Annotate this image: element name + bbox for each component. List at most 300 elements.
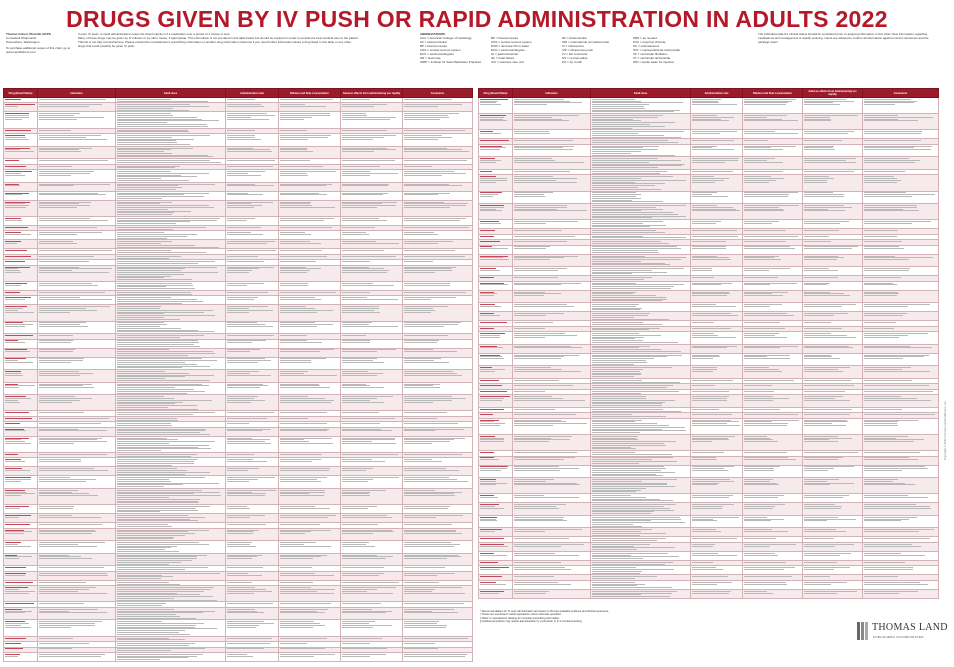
table-cell xyxy=(863,580,939,589)
table-cell xyxy=(226,146,279,159)
table-cell xyxy=(803,144,863,157)
table-row xyxy=(479,566,939,575)
table-cell xyxy=(803,332,863,345)
drug-name-cell xyxy=(4,103,38,112)
table-cell xyxy=(116,348,226,357)
table-cell xyxy=(863,456,939,465)
table-cell xyxy=(803,566,863,575)
table-cell xyxy=(279,265,341,281)
table-row xyxy=(4,489,473,505)
column-header: Comments xyxy=(863,89,939,98)
table-cell xyxy=(863,542,939,551)
column-header: Adult dose xyxy=(116,89,226,98)
table-cell xyxy=(743,528,803,537)
table-cell xyxy=(341,395,403,411)
table-cell xyxy=(226,395,279,411)
table-cell xyxy=(743,312,803,321)
table-cell xyxy=(226,231,279,240)
table-cell xyxy=(226,427,279,436)
drug-name-cell xyxy=(479,465,513,478)
table-cell xyxy=(803,245,863,254)
disclaimer-text: The individual patient's clinical status should be considered prior to applying information in this chart. New information regarding medications and management is rapidly evolving. Users are advised to confirm all information against current references and the package insert. xyxy=(758,32,929,44)
table-cell xyxy=(513,344,591,353)
table-cell xyxy=(863,478,939,494)
table-cell xyxy=(341,191,403,200)
table-cell xyxy=(116,571,226,580)
table-row xyxy=(479,494,939,503)
table-cell xyxy=(279,489,341,505)
table-cell xyxy=(403,357,473,370)
table-cell xyxy=(341,370,403,383)
abbreviation-column xyxy=(491,36,556,64)
table-cell xyxy=(403,348,473,357)
table-cell xyxy=(743,204,803,220)
drug-table-right xyxy=(478,88,939,599)
abbreviation-item: VT = ventricular tachycardia xyxy=(633,56,671,60)
drug-name-cell xyxy=(4,305,38,321)
publisher-name: THOMAS LAND xyxy=(872,622,948,633)
table-row xyxy=(479,434,939,450)
table-cell xyxy=(38,586,116,602)
table-cell xyxy=(803,418,863,434)
table-cell xyxy=(279,436,341,452)
table-row xyxy=(479,528,939,537)
table-cell xyxy=(591,589,691,598)
table-cell xyxy=(591,353,691,366)
table-cell xyxy=(403,571,473,580)
abbreviation-item: PO = by mouth xyxy=(562,60,583,64)
table-cell xyxy=(863,551,939,560)
table-cell xyxy=(863,353,939,366)
table-cell xyxy=(38,281,116,290)
drug-name-cell xyxy=(4,458,38,467)
table-cell xyxy=(226,339,279,348)
table-cell xyxy=(513,312,591,321)
table-cell xyxy=(403,200,473,216)
table-cell xyxy=(279,305,341,321)
table-cell xyxy=(863,245,939,254)
table-row xyxy=(4,436,473,452)
abbreviations-heading: ABBREVIATIONS: xyxy=(420,32,446,36)
table-cell xyxy=(743,344,803,353)
table-cell xyxy=(803,191,863,204)
drug-name-cell xyxy=(4,146,38,159)
table-row xyxy=(4,553,473,566)
table-cell xyxy=(743,130,803,139)
note-item: In part, IV push, or rapid administration means the direct injection of a medication over a period of 1 minute or less. xyxy=(78,32,231,36)
table-cell xyxy=(691,303,743,312)
drug-name-cell xyxy=(479,130,513,139)
table-cell xyxy=(38,505,116,514)
table-cell xyxy=(513,175,591,191)
table-row xyxy=(4,541,473,554)
table-cell xyxy=(279,216,341,225)
table-cell xyxy=(691,281,743,290)
drug-name-cell xyxy=(4,357,38,370)
table-cell xyxy=(863,267,939,276)
table-cell xyxy=(803,254,863,267)
column-header: Drug (Brand Name) xyxy=(4,89,38,98)
table-cell xyxy=(591,503,691,516)
abbreviation-item: IVP = intravenous push xyxy=(562,48,594,52)
table-cell xyxy=(38,182,116,191)
table-cell xyxy=(743,589,803,598)
table-cell xyxy=(116,395,226,411)
table-cell xyxy=(38,370,116,383)
drug-name-cell xyxy=(4,586,38,602)
table-row xyxy=(4,182,473,191)
table-cell xyxy=(863,515,939,528)
abbreviation-column xyxy=(562,36,627,64)
column-header: Adverse effects from administering too rapidly xyxy=(803,89,863,98)
table-cell xyxy=(341,458,403,467)
table-cell xyxy=(513,456,591,465)
purchase-line: To purchase additional copies of this chart, go to xyxy=(6,46,71,50)
table-row xyxy=(479,515,939,528)
drug-name-cell xyxy=(4,436,38,452)
table-cell xyxy=(863,503,939,516)
table-cell xyxy=(513,144,591,157)
table-cell xyxy=(403,586,473,602)
purchase-link[interactable]: www.rxpublishers.com xyxy=(6,50,36,54)
abbreviation-item: ICU = intensive care unit xyxy=(491,60,524,64)
abbreviation-item: GI = gastrointestinal xyxy=(491,52,518,56)
table-cell xyxy=(403,170,473,183)
abbreviation-item: ECG = electrocardiogram xyxy=(420,52,454,56)
drug-name-cell xyxy=(4,170,38,183)
table-cell xyxy=(803,303,863,312)
table-cell xyxy=(863,157,939,170)
table-cell xyxy=(226,514,279,523)
table-cell xyxy=(863,114,939,130)
table-cell xyxy=(116,541,226,554)
column-header: Administration rate xyxy=(691,89,743,98)
table-row xyxy=(479,395,939,408)
table-cell xyxy=(116,586,226,602)
table-cell xyxy=(226,348,279,357)
table-cell xyxy=(38,357,116,370)
table-cell xyxy=(341,146,403,159)
table-cell xyxy=(341,339,403,348)
table-row xyxy=(4,370,473,383)
table-cell xyxy=(691,130,743,139)
table-cell xyxy=(691,157,743,170)
table-cell xyxy=(38,339,116,348)
table-cell xyxy=(591,528,691,537)
table-cell xyxy=(803,478,863,494)
table-cell xyxy=(116,357,226,370)
table-cell xyxy=(591,494,691,503)
drug-name-cell xyxy=(479,395,513,408)
table-cell xyxy=(403,427,473,436)
table-cell xyxy=(226,370,279,383)
table-cell xyxy=(403,281,473,290)
table-cell xyxy=(863,130,939,139)
table-row xyxy=(4,216,473,225)
table-cell xyxy=(803,175,863,191)
table-cell xyxy=(403,553,473,566)
drug-name-cell xyxy=(479,332,513,345)
table-cell xyxy=(803,130,863,139)
table-cell xyxy=(803,157,863,170)
table-cell xyxy=(341,528,403,541)
drug-name-cell xyxy=(4,620,38,636)
table-cell xyxy=(116,240,226,249)
table-cell xyxy=(513,478,591,494)
table-row xyxy=(4,652,473,661)
table-cell xyxy=(279,112,341,128)
table-cell xyxy=(591,542,691,551)
table-cell xyxy=(591,465,691,478)
table-cell xyxy=(226,436,279,452)
drug-name-cell xyxy=(4,112,38,128)
table-cell xyxy=(116,607,226,620)
table-cell xyxy=(863,303,939,312)
table-cell xyxy=(116,476,226,489)
table-cell xyxy=(116,305,226,321)
table-cell xyxy=(38,170,116,183)
drug-name-cell xyxy=(479,344,513,353)
drug-name-cell xyxy=(4,321,38,334)
table-row xyxy=(479,254,939,267)
table-cell xyxy=(279,134,341,147)
table-cell xyxy=(226,112,279,128)
table-cell xyxy=(279,296,341,305)
table-cell xyxy=(863,395,939,408)
drug-name-cell xyxy=(4,467,38,476)
table-cell xyxy=(226,489,279,505)
table-cell xyxy=(591,157,691,170)
table-cell xyxy=(341,170,403,183)
table-cell xyxy=(38,134,116,147)
table-row xyxy=(4,382,473,395)
table-cell xyxy=(403,103,473,112)
table-cell xyxy=(116,216,226,225)
table-row xyxy=(479,220,939,229)
table-cell xyxy=(691,98,743,114)
drug-name-cell xyxy=(479,191,513,204)
table-cell xyxy=(513,366,591,379)
table-row xyxy=(4,170,473,183)
table-cell xyxy=(591,515,691,528)
table-cell xyxy=(226,357,279,370)
column-header: Dilution and final concentration xyxy=(743,89,803,98)
table-cell xyxy=(743,144,803,157)
table-cell xyxy=(226,458,279,467)
table-cell xyxy=(341,586,403,602)
table-cell xyxy=(591,191,691,204)
drug-name-cell xyxy=(4,370,38,383)
drug-name-cell xyxy=(479,589,513,598)
column-header: Comments xyxy=(403,89,473,98)
table-cell xyxy=(116,296,226,305)
drug-name-cell xyxy=(479,542,513,551)
table-cell xyxy=(116,458,226,467)
drug-name-cell xyxy=(479,456,513,465)
table-cell xyxy=(38,265,116,281)
table-row xyxy=(4,607,473,620)
table-cell xyxy=(513,542,591,551)
table-cell xyxy=(863,465,939,478)
table-cell xyxy=(591,144,691,157)
table-cell xyxy=(743,465,803,478)
table-row xyxy=(479,589,939,598)
table-cell xyxy=(116,112,226,128)
table-cell xyxy=(403,382,473,395)
table-cell xyxy=(691,191,743,204)
table-cell xyxy=(116,489,226,505)
table-cell xyxy=(403,620,473,636)
table-cell xyxy=(863,494,939,503)
table-cell xyxy=(341,305,403,321)
drug-name-cell xyxy=(479,478,513,494)
table-cell xyxy=(279,339,341,348)
table-cell xyxy=(38,395,116,411)
table-cell xyxy=(38,467,116,476)
table-cell xyxy=(513,114,591,130)
table-cell xyxy=(803,290,863,303)
abbreviation-item: ACC = American College of Cardiology xyxy=(420,36,472,40)
table-cell xyxy=(279,571,341,580)
table-row xyxy=(479,312,939,321)
author-block xyxy=(6,32,71,54)
table-cell xyxy=(403,436,473,452)
table-cell xyxy=(403,191,473,200)
table-row xyxy=(479,290,939,303)
table-cell xyxy=(743,191,803,204)
table-row xyxy=(4,476,473,489)
table-cell xyxy=(691,580,743,589)
table-row xyxy=(479,144,939,157)
table-cell xyxy=(513,418,591,434)
table-row xyxy=(479,114,939,130)
table-cell xyxy=(863,332,939,345)
table-cell xyxy=(403,652,473,661)
table-cell xyxy=(226,652,279,661)
abbreviation-item: BP = blood pressure xyxy=(420,44,448,48)
table-cell xyxy=(226,191,279,200)
table-cell xyxy=(803,281,863,290)
table-cell xyxy=(691,589,743,598)
table-cell xyxy=(279,652,341,661)
table-cell xyxy=(743,503,803,516)
table-cell xyxy=(116,339,226,348)
table-cell xyxy=(279,607,341,620)
table-cell xyxy=(691,312,743,321)
table-cell xyxy=(691,344,743,353)
table-cell xyxy=(226,170,279,183)
table-cell xyxy=(116,620,226,636)
abbreviation-item: D5W = dextrose 5% in water xyxy=(491,44,530,48)
abbreviation-item: ECG = electrocardiogram xyxy=(491,48,525,52)
table-cell xyxy=(691,267,743,276)
table-cell xyxy=(591,566,691,575)
table-cell xyxy=(743,267,803,276)
column-header: Dilution and final concentration xyxy=(279,89,341,98)
table-row xyxy=(4,146,473,159)
table-cell xyxy=(863,366,939,379)
table-cell xyxy=(591,434,691,450)
table-cell xyxy=(279,182,341,191)
table-cell xyxy=(279,458,341,467)
drug-name-cell xyxy=(479,204,513,220)
table-cell xyxy=(863,434,939,450)
table-cell xyxy=(863,144,939,157)
table-cell xyxy=(341,571,403,580)
table-row xyxy=(4,620,473,636)
table-cell xyxy=(403,541,473,554)
table-cell xyxy=(279,505,341,514)
table-cell xyxy=(38,571,116,580)
table-cell xyxy=(116,191,226,200)
table-cell xyxy=(38,231,116,240)
table-row xyxy=(4,103,473,112)
drug-name-cell xyxy=(479,494,513,503)
table-cell xyxy=(38,528,116,541)
table-cell xyxy=(591,204,691,220)
table-cell xyxy=(403,395,473,411)
abbreviation-item: AV = atrioventricular xyxy=(420,40,447,44)
table-cell xyxy=(803,551,863,560)
table-cell xyxy=(38,112,116,128)
table-cell xyxy=(341,476,403,489)
table-cell xyxy=(591,366,691,379)
table-cell xyxy=(116,281,226,290)
column-header: Indication xyxy=(513,89,591,98)
drug-name-cell xyxy=(479,220,513,229)
drug-name-cell xyxy=(4,382,38,395)
table-cell xyxy=(591,130,691,139)
table-cell xyxy=(513,290,591,303)
table-cell xyxy=(38,103,116,112)
table-cell xyxy=(691,566,743,575)
table-cell xyxy=(403,489,473,505)
table-row xyxy=(4,514,473,523)
table-cell xyxy=(591,175,691,191)
table-cell xyxy=(591,580,691,589)
table-cell xyxy=(279,553,341,566)
table-cell xyxy=(38,514,116,523)
table-cell xyxy=(513,515,591,528)
table-cell xyxy=(403,146,473,159)
table-cell xyxy=(341,489,403,505)
drug-name-cell xyxy=(479,312,513,321)
table-cell xyxy=(341,607,403,620)
table-cell xyxy=(279,170,341,183)
table-cell xyxy=(116,467,226,476)
table-cell xyxy=(279,427,341,436)
drug-name-cell xyxy=(4,514,38,523)
drug-name-cell xyxy=(479,254,513,267)
table-cell xyxy=(38,382,116,395)
table-cell xyxy=(279,146,341,159)
table-cell xyxy=(403,467,473,476)
abbreviation-item: HR = heart rate xyxy=(420,56,441,60)
column-header: Adverse effects from administering too rapidly xyxy=(341,89,403,98)
table-cell xyxy=(279,620,341,636)
table-cell xyxy=(591,220,691,229)
abbreviation-item: LV = left ventricular xyxy=(562,52,588,56)
table-cell xyxy=(691,478,743,494)
table-row xyxy=(4,321,473,334)
table-cell xyxy=(38,216,116,225)
drug-name-cell xyxy=(479,157,513,170)
table-cell xyxy=(513,204,591,220)
table-cell xyxy=(38,489,116,505)
table-cell xyxy=(341,200,403,216)
table-cell xyxy=(803,580,863,589)
table-row xyxy=(4,134,473,147)
